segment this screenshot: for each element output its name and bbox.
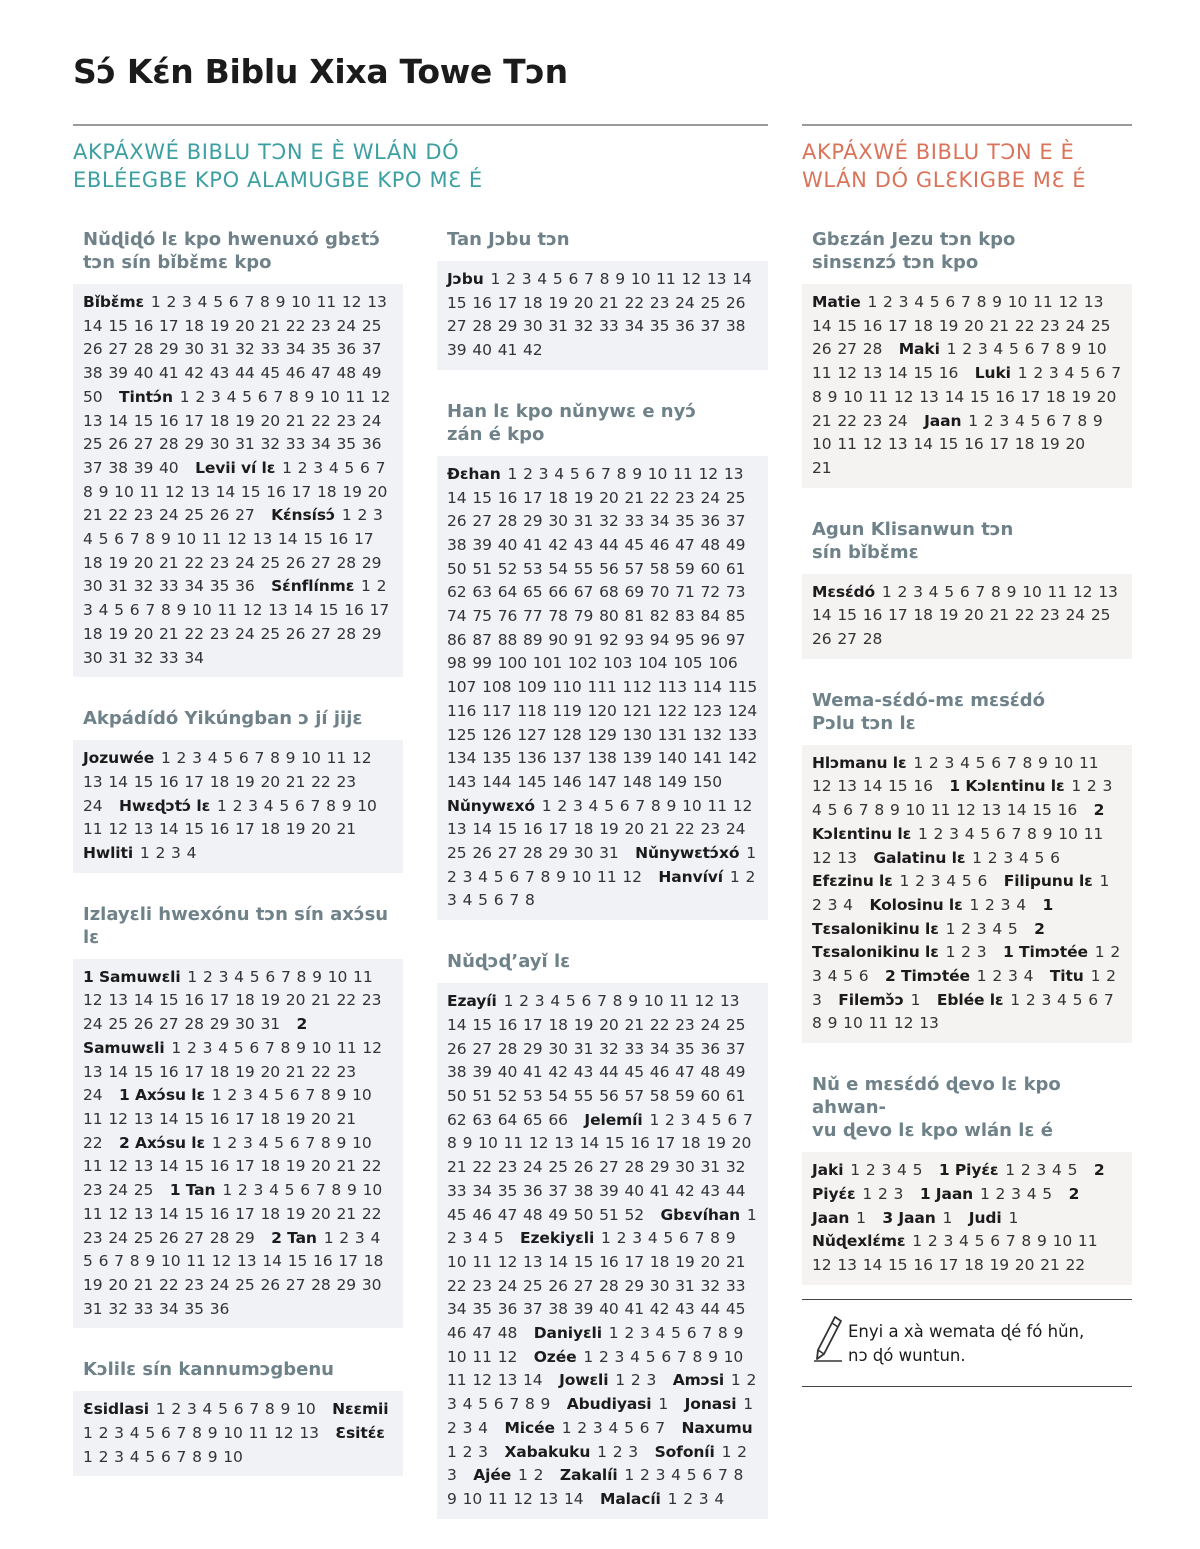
chapter-numbers: 1 2 3 4 5 6 7 8 9 10 11 12 13 14 15 16 17 18 19 20 21 22 [83,1086,372,1152]
book-name: 1 Samuwɛli [83,967,181,986]
book-name: Hwliti [83,844,134,863]
book-name: Filipunu lɛ [1003,872,1093,891]
book-group [73,1358,403,1476]
book-name: 2 Samuwɛli [83,1015,308,1057]
chapter-numbers: 1 2 3 4 [969,895,1026,914]
chapter-numbers: 1 2 3 [447,1442,488,1461]
chapter-numbers: 1 2 3 4 5 6 7 8 9 10 11 12 13 14 15 16 17 18 19 20 21 22 23 24 25 26 27 28 29 [83,1181,383,1247]
chapter-numbers: 1 2 3 4 5 6 7 8 9 10 11 12 13 14 15 16 17 18 19 20 21 22 23 24 25 26 27 28 29 30 31 32 33 34 [83,577,390,667]
book-name: Jaki [812,1161,844,1180]
chapter-list [73,959,403,1329]
chapter-numbers: 1 2 3 4 5 [979,1184,1053,1203]
chapter-numbers: 1 2 3 [945,943,987,962]
group-title: Han lɛ kpo nǔnywɛ e nyɔ́ zán é kpo [447,400,697,445]
pencil-icon [812,1314,844,1364]
left-section-rule [73,124,768,126]
chapter-numbers: 1 2 3 4 5 6 7 8 9 10 11 12 13 14 15 16 17 18 19 20 21 22 23 24 25 26 27 28 29 30 31 32 33 34 35 36 37 38 39 40 41 42 43 44 45 46 47 48 49 50 51 52 53 54 55 56 57 58 59 60 61 62 63 64 65 66 67 68 69 70 71 72 73 74 75 76 77 78 79 80 81 82 83 84 85 86 87 88 89 90 91 92 93 94 95 96 97 98 99 100 101 102 103 104 105 106 107 108 109 110 111 112 113 114 115 116 117 118 119 120 121 122 123 124 125 126 127 128 129 130 131 132 133 134 135 136 137 138 139 140 141 142 143 144 145 146 147 148 149 150 [447,464,758,791]
book-name: Efɛzinu lɛ [812,872,893,891]
book-name: 1 Jaan [919,1184,974,1203]
chapter-numbers: 1 2 3 4 5 6 7 8 9 10 [155,1400,316,1419]
chapter-numbers: 1 2 3 4 5 6 7 8 9 10 11 12 13 14 15 16 17 18 19 20 21 22 23 24 25 26 27 28 29 30 31 [83,967,382,1034]
book-name: Jaan [924,411,962,430]
book-group [73,707,403,873]
book-name: Nǔɖexlɛ́mɛ [812,1232,906,1251]
chapter-numbers: 1 2 3 4 5 6 [899,872,988,891]
book-name: 1 Piyɛ́ɛ [938,1161,999,1180]
book-name: Hanvíví [658,867,724,886]
book-name: 2 Tan [271,1228,317,1247]
chapter-numbers: 1 [942,1208,953,1227]
note-text: Enyi a xà wemata ɖé fó hǔn, nɔ ɖó wuntun. [848,1322,1085,1365]
chapter-numbers: 1 2 3 4 [139,844,197,863]
book-name: Filemɔ̌ɔ [838,990,904,1009]
book-name: Daniyɛli [533,1324,602,1343]
group-title: Nǔ e mɛsɛ́dó ɖevo lɛ kpo ahwan- vu ɖevo lɛ kpo wlán lɛ é [812,1074,1061,1142]
group-title: Gbɛzán Jezu tɔn kpo sinsɛnzɔ́ tɔn kpo [812,229,1016,273]
chapter-numbers: 1 2 3 4 5 6 [972,848,1060,867]
chapter-numbers: 1 2 3 [447,1442,747,1485]
chapter-numbers: 1 2 3 4 5 6 7 8 9 10 11 12 13 14 15 16 17 18 19 20 21 22 23 24 [83,1038,382,1105]
book-name: Ɛsidlasi [83,1400,149,1419]
book-name: Ajée [473,1466,512,1485]
chapter-numbers: 1 2 3 4 5 6 7 8 9 10 11 12 13 14 15 16 17 18 19 20 21 22 23 24 [812,364,1122,430]
book-name: 3 Jaan [882,1208,936,1227]
chapter-numbers: 1 [658,1395,669,1414]
column-old-testament-1 [73,228,403,1506]
book-name: Tintɔ́n [119,387,173,406]
book-name: Ezekiyɛli [520,1229,595,1248]
chapter-numbers: 1 2 3 4 5 6 7 8 9 10 11 12 13 14 15 16 17 18 19 20 21 22 23 24 25 26 27 28 29 30 31 32 33 34 35 36 37 38 39 40 41 42 43 44 45 46 47 48 49 50 51 52 [447,1110,753,1224]
book-name: 1 Kɔlɛntinu lɛ [949,777,1065,796]
chapter-numbers: 1 2 3 4 5 6 7 8 9 10 11 12 13 14 15 16 17 18 19 20 21 22 23 24 25 26 27 [83,458,388,525]
chapter-list [802,745,1132,1043]
chapter-numbers: 1 2 3 4 5 6 7 8 9 10 11 12 13 14 [447,1347,744,1390]
chapter-numbers: 1 2 3 4 5 6 7 8 9 [447,1371,757,1414]
chapter-numbers: 1 2 3 4 5 [447,1205,757,1248]
book-name: 2 Tɛsalonikinu lɛ [812,919,1045,962]
book-name: 2 Axɔ́su lɛ [119,1133,205,1152]
book-name: Abudiyasi [566,1395,652,1414]
book-name: Sɛ́nflínmɛ [271,577,355,596]
chapter-numbers: 1 2 3 4 5 6 7 8 9 10 11 12 13 14 15 16 17 18 19 20 21 22 23 24 25 [83,1133,382,1200]
group-title: Nǔɖiɖó lɛ kpo hwenuxó gbɛtɔ́ tɔn sín bǐbɛ̌mɛ kpo [83,229,381,273]
chapter-list [802,1152,1132,1285]
chapter-numbers: 1 2 3 4 5 6 7 8 9 10 11 12 13 14 15 16 17 18 19 20 21 22 23 24 25 26 27 28 29 30 31 32 33 34 35 36 37 38 39 40 [83,387,391,477]
book-group [802,689,1132,1043]
chapter-numbers: 1 2 3 4 5 6 7 8 9 10 11 12 13 14 [447,1466,744,1508]
chapter-numbers: 1 2 3 4 5 6 7 8 9 10 11 12 13 14 15 16 17 18 19 20 21 22 23 24 25 26 27 28 29 30 31 32 33 34 35 36 [83,506,383,596]
book-name: Ozée [533,1347,577,1366]
book-group [802,1073,1132,1285]
book-name: 2 Timɔtée [885,967,970,986]
chapter-numbers: 1 2 3 4 5 [945,919,1018,938]
book-name: Nǔnywɛtɔ́xó [635,844,740,863]
right-section-rule [802,124,1132,126]
book-name: Kɛ́nsísɔ́ [271,506,336,525]
chapter-numbers: 1 2 3 4 5 6 7 8 9 10 11 12 13 14 15 16 17 18 19 20 21 [812,411,1103,477]
book-name: Gbɛvíhan [660,1205,741,1224]
book-group [802,228,1132,488]
book-name: Jɔbu [447,270,484,288]
book-name: Titu [1049,967,1084,986]
chapter-numbers: 1 2 3 4 5 6 [812,943,1121,986]
book-name: Judi [968,1208,1002,1227]
book-name: Ɛsitɛ́ɛ [335,1424,385,1443]
chapter-numbers: 1 2 3 4 5 6 7 8 9 10 11 12 13 14 15 16 17 18 19 20 21 22 23 24 25 26 27 28 [812,582,1118,649]
chapter-numbers: 1 2 3 4 5 6 7 8 9 10 11 12 13 14 15 16 17 18 19 20 21 [83,796,377,839]
chapter-numbers: 1 2 3 4 5 [1005,1161,1078,1180]
book-name: Nǔnywɛxó [447,796,535,815]
chapter-numbers: 1 [856,1208,866,1227]
chapter-numbers: 1 2 3 4 [812,872,1110,914]
group-title: Agun Klisanwun tɔn sín bǐbɛ̌mɛ [812,518,1014,563]
book-name: Ezayíi [447,992,497,1011]
chapter-numbers: 1 2 3 4 5 6 7 8 9 10 11 12 13 14 15 16 [812,753,1099,796]
chapter-list [437,456,768,920]
chapter-numbers: 1 2 3 4 5 6 7 8 [447,867,756,910]
reading-note [802,1299,1132,1387]
book-name: Mɛsɛ́dó [812,582,876,601]
right-section-heading: AKPÁXWÉ BIBLU TƆN E È WLÁN DÓ GLƐKIGBE MƐ É [802,140,1087,192]
chapter-numbers: 1 [910,990,921,1009]
chapter-numbers: 1 2 3 4 5 6 7 8 9 10 11 12 13 [83,1424,319,1443]
chapter-numbers: 1 2 3 4 5 6 7 8 9 10 11 12 13 14 15 16 [812,777,1113,820]
group-title: Kɔlilɛ sín kannumɔgbenu [83,1359,334,1381]
book-name: Naxumu [681,1418,753,1437]
book-name: 2 Kɔlɛntinu lɛ [812,801,1105,843]
group-title: Izlayɛli hwexónu tɔn sín axɔ́su lɛ [83,903,389,948]
chapter-numbers: 1 2 3 4 5 6 7 8 9 10 11 12 [447,1324,744,1366]
chapter-numbers: 1 2 3 4 5 6 7 8 9 10 11 12 13 14 15 16 17 18 19 20 21 22 23 24 25 26 27 28 29 30 31 32 33 34 35 36 37 38 39 40 41 42 43 44 45 46 47 48 49 50 51 52 53 54 55 56 57 58 59 60 61 62 63 64 65 66 [447,992,746,1129]
book-name: Jowɛli [559,1371,609,1390]
book-name: Kolosinu lɛ [869,895,963,914]
chapter-numbers: 1 2 3 [615,1371,657,1390]
chapter-numbers: 1 2 3 4 5 6 7 8 9 10 [83,1447,243,1466]
chapter-numbers: 1 2 3 4 5 [850,1161,923,1180]
chapter-numbers: 1 2 3 [862,1184,904,1203]
chapter-numbers: 1 2 3 4 [976,967,1034,986]
chapter-list [802,284,1132,488]
chapter-list [73,1391,403,1476]
book-name: Jozuwée [83,749,155,768]
chapter-numbers: 1 2 3 4 5 6 7 8 9 10 11 12 13 14 15 16 17 18 19 20 21 22 23 24 25 26 27 28 [812,293,1111,359]
book-name: Maki [898,340,940,359]
chapter-list [802,574,1132,659]
chapter-numbers: 1 2 3 4 [447,1395,754,1437]
book-name: Levii ví lɛ [195,458,276,477]
chapter-numbers: 1 2 3 4 5 6 7 8 9 10 11 12 13 14 15 16 17 18 19 20 21 22 23 24 25 26 27 28 29 30 31 [447,796,753,863]
book-name: Amɔsi [672,1371,725,1390]
book-name: Micée [504,1418,555,1437]
group-title: Akpádídó Yikúngban ɔ jí jijɛ [83,708,363,730]
book-name: 2 Piyɛ́ɛ [812,1161,1105,1203]
chapter-numbers: 1 2 3 4 5 6 7 8 9 10 11 12 13 14 15 16 17 18 19 20 21 22 [812,1232,1098,1274]
chapter-numbers: 1 2 3 4 5 6 7 8 9 10 11 12 [447,844,757,886]
column-new-testament [802,228,1132,1315]
chapter-numbers: 1 2 3 4 5 6 7 8 9 10 11 12 13 [812,824,1104,867]
chapter-numbers: 1 2 3 4 [667,1489,725,1508]
group-title: Wema-sɛ́dó-mɛ mɛsɛ́dó Pɔlu tɔn lɛ [812,689,1046,734]
left-section-heading: AKPÁXWÉ BIBLU TƆN E È WLÁN DÓ EBLÉEGBE KPO ALAMUGBE KPO MƐ É [73,140,483,192]
book-name: 1 Tɛsalonikinu lɛ [812,895,1054,938]
chapter-numbers: 1 2 [518,1466,544,1485]
book-name: Jonasi [684,1395,737,1414]
chapter-numbers: 1 2 3 4 5 6 7 8 9 10 11 12 13 14 15 16 17 18 19 20 21 22 23 24 25 26 27 28 29 30 31 32 33 34 35 36 37 38 39 40 41 42 43 44 45 46 47 48 [447,1229,746,1343]
book-name: 1 Timɔtée [1003,943,1088,962]
book-group [802,518,1132,659]
chapter-numbers: 1 2 3 4 5 6 7 8 9 10 11 12 13 [812,990,1114,1033]
chapter-list [73,740,403,873]
book-name: Hwɛɖɔtɔ́ lɛ [119,796,211,815]
book-name: Galatinu lɛ [873,848,966,867]
book-name: 1 Tan [169,1181,216,1200]
chapter-numbers: 1 [1008,1208,1019,1227]
book-name: Xabakuku [504,1442,591,1461]
chapter-list [73,284,403,677]
chapter-numbers: 1 2 3 4 5 6 7 8 9 10 11 12 13 14 15 16 17 18 19 20 21 22 23 24 25 26 27 28 29 30 31 32 33 34 35 36 37 38 39 40 41 42 43 44 45 46 47 48 49 50 [83,293,387,406]
chapter-numbers: 1 2 3 [812,967,1116,1009]
book-name: 1 Axɔ́su lɛ [119,1086,205,1105]
chapter-list [437,983,768,1518]
book-group [73,903,403,1329]
chapter-list [437,261,768,370]
book-name: Jelemíi [584,1110,643,1129]
book-group [73,228,403,677]
book-name: Nɛɛmii [332,1400,389,1419]
chapter-numbers: 1 2 3 4 5 6 7 8 9 10 11 12 13 14 15 16 17 18 19 20 21 22 23 24 25 26 27 28 29 30 31 32 33 34 35 36 [83,1228,384,1318]
book-group [437,228,768,370]
book-group [437,400,768,920]
chapter-numbers: 1 2 3 4 5 6 7 [561,1418,666,1437]
column-old-testament-2 [437,228,768,1549]
book-name: Eblée lɛ [936,990,1004,1009]
book-name: Zakalíi [559,1466,618,1485]
book-name: Matie [812,293,861,311]
chapter-numbers: 1 2 3 4 5 6 7 8 9 10 11 12 13 14 15 16 [812,340,1107,383]
chapter-numbers: 1 2 3 [597,1442,639,1461]
book-name: Ɖɛhan [447,464,501,483]
page-title: Sɔ́ Kɛ́n Biblu Xixa Towe Tɔn [73,52,568,91]
book-name: Bǐbɛ̌mɛ [83,293,145,311]
book-name: Sofoníi [654,1442,715,1461]
chapter-numbers: 1 2 3 4 5 6 7 8 9 10 11 12 13 14 15 16 17 18 19 20 21 22 23 24 [83,749,372,815]
book-name: Malacíi [600,1489,661,1508]
group-title: Tan Jɔbu tɔn [447,229,570,250]
chapter-numbers: 1 2 3 4 5 6 7 8 9 10 11 12 13 14 15 16 17 18 19 20 21 22 23 24 25 26 27 28 29 30 31 32 33 34 35 36 37 38 39 40 41 42 [447,270,752,360]
book-name: Luki [974,364,1011,383]
group-title: Nǔɖɔɖ’ayǐ lɛ [447,951,571,973]
book-name: 2 Jaan [812,1184,1080,1227]
book-group [437,950,768,1518]
book-name: Hlɔmanu lɛ [812,753,907,772]
